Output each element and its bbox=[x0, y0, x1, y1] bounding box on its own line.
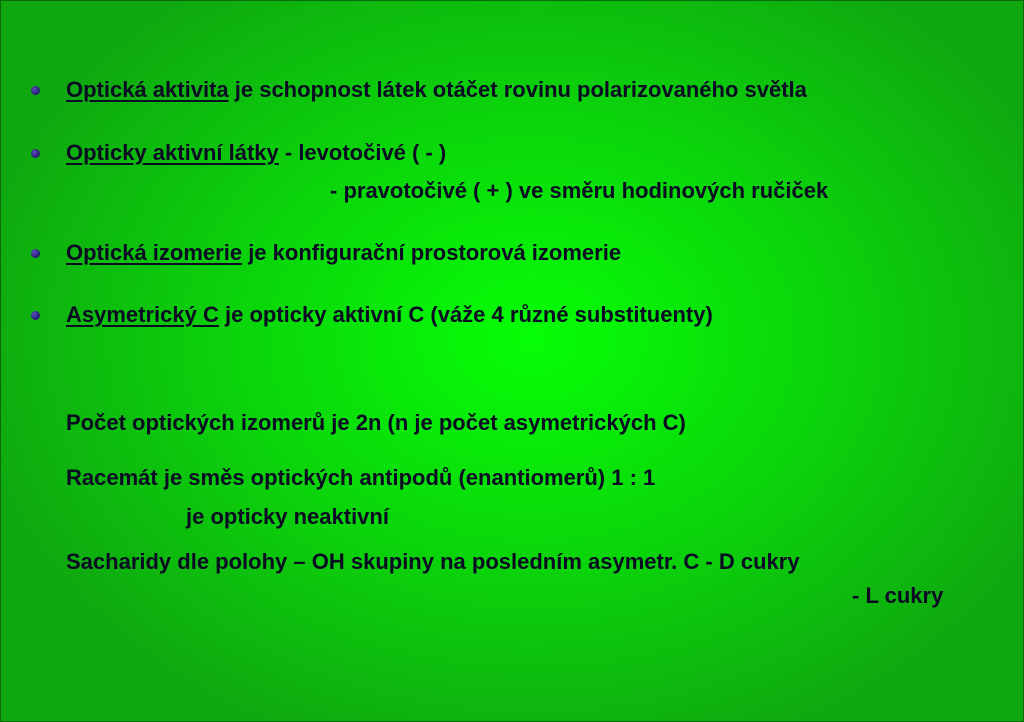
bullet-dot-2 bbox=[31, 149, 40, 158]
paragraph-saccharides-continuation: - L cukry bbox=[852, 583, 944, 608]
bullet-item-asymmetric-carbon bbox=[66, 302, 713, 328]
term-asymmetric-carbon: Asymetrický C bbox=[66, 302, 219, 327]
definition-levorotatory: - levotočivé ( - ) bbox=[278, 140, 447, 165]
bullet-dot-3 bbox=[31, 249, 40, 258]
term-optically-active-substances: Opticky aktivní látky bbox=[66, 140, 279, 165]
bullet-item-optically-active-substances bbox=[66, 140, 446, 166]
term-optical-isomerism: Optická izomerie bbox=[66, 240, 243, 265]
bullet-item-optical-activity bbox=[66, 77, 807, 103]
paragraph-saccharides: Sacharidy dle polohy – OH skupiny na posledním asymetr. C - D cukry bbox=[66, 549, 800, 574]
term-optical-activity: Optická aktivita bbox=[66, 77, 229, 102]
bullet-dot-4 bbox=[31, 311, 40, 320]
definition-asymmetric-carbon: je opticky aktivní C (váže 4 různé substituenty) bbox=[218, 302, 713, 327]
bullet-item-optical-isomerism bbox=[66, 240, 621, 266]
paragraph-racemate: Racemát je směs optických antipodů (enantiomerů) 1 : 1 bbox=[66, 465, 656, 490]
bullet-dot-1 bbox=[31, 86, 40, 95]
definition-dextrorotatory: - pravotočivé ( + ) ve směru hodinových ručiček bbox=[330, 178, 829, 203]
definition-optical-activity: je schopnost látek otáčet rovinu polarizovaného světla bbox=[228, 77, 807, 102]
paragraph-isomer-count: Počet optických izomerů je 2n (n je počet asymetrických C) bbox=[66, 410, 686, 435]
definition-optical-isomerism: je konfigurační prostorová izomerie bbox=[242, 240, 622, 265]
paragraph-racemate-continuation: je opticky neaktivní bbox=[186, 504, 389, 529]
